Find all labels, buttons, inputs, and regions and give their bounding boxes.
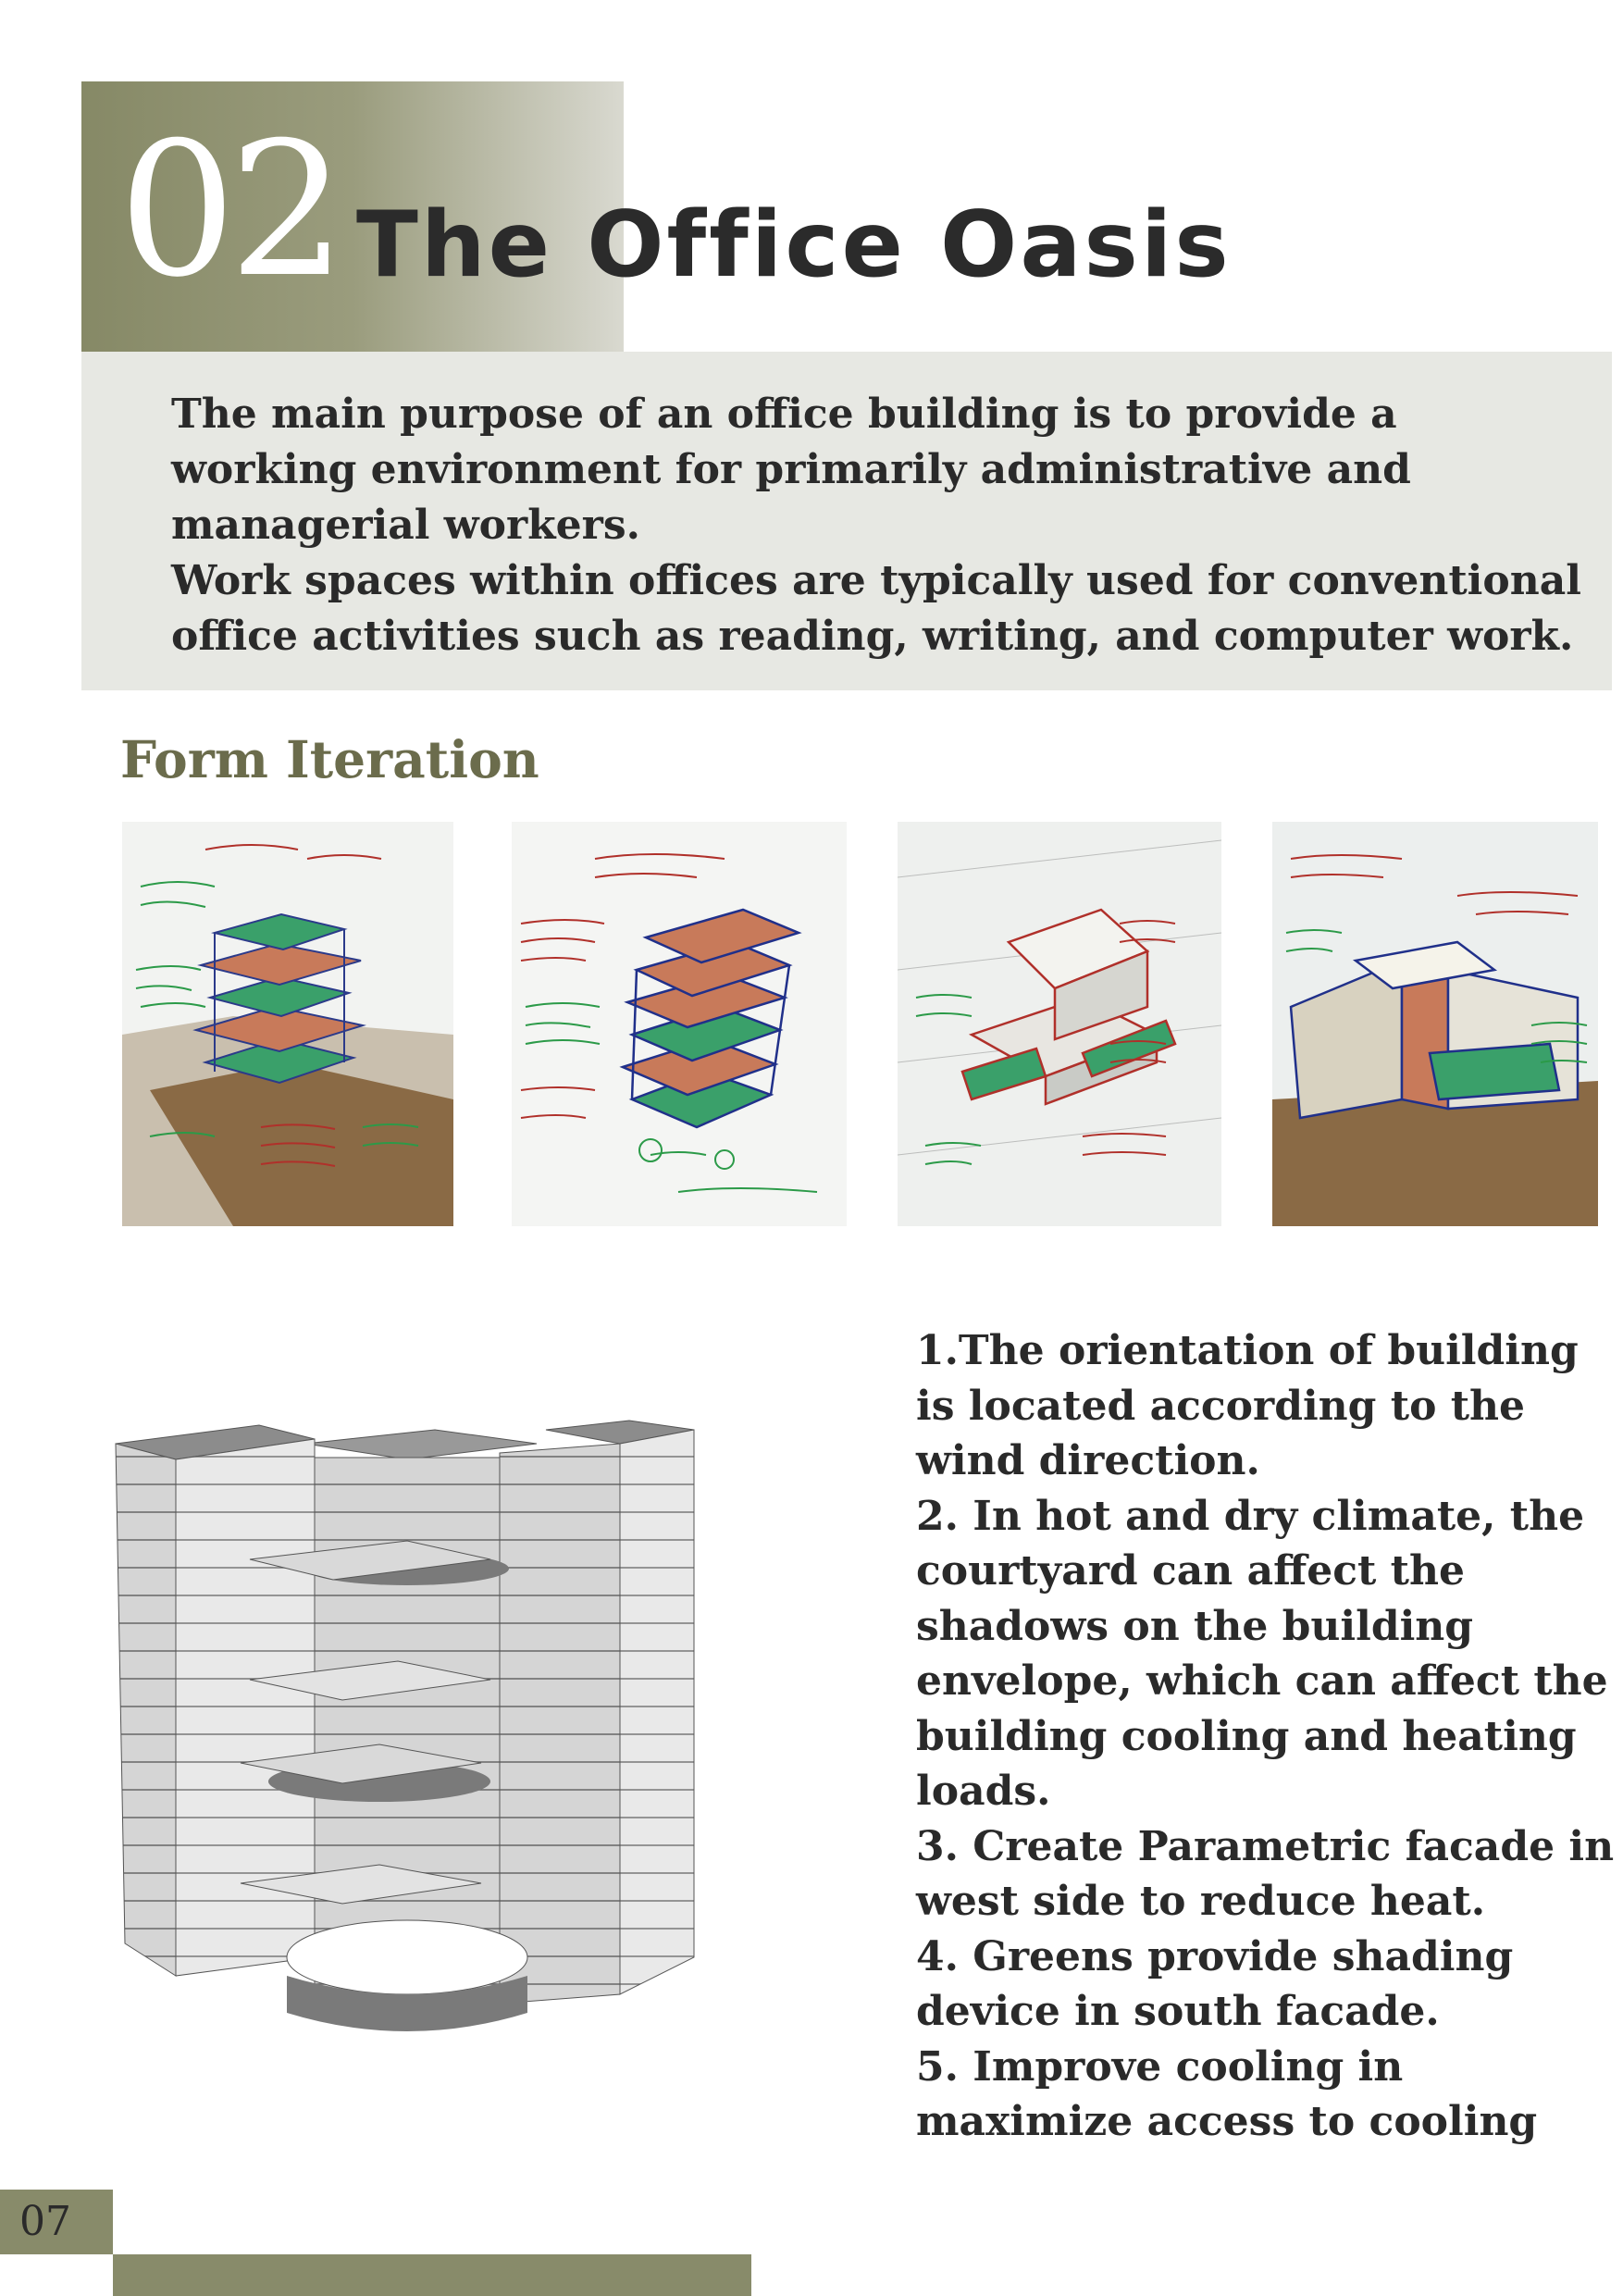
intro-line: office activities such as reading, writing, and computer work. xyxy=(171,613,1574,660)
sketch-photo-1 xyxy=(122,822,453,1226)
design-point-line: 1.The orientation of building xyxy=(916,1327,1579,1374)
design-point-line: west side to reduce heat. xyxy=(916,1878,1486,1925)
sketch-photo-3 xyxy=(898,822,1221,1226)
intro-line: working environment for primarily administrative and xyxy=(171,446,1411,493)
chapter-title: The Office Oasis xyxy=(356,192,1232,298)
chapter-number: 02 xyxy=(118,103,340,318)
design-point-line: 3. Create Parametric facade in xyxy=(916,1822,1615,1870)
intro-paragraph xyxy=(171,387,1596,664)
intro-line: Work spaces within offices are typically used for conventional xyxy=(171,557,1581,604)
massing-model-image xyxy=(102,1402,842,2105)
sketch-photo-4 xyxy=(1272,822,1598,1226)
design-point-line: is located according to the xyxy=(916,1382,1526,1430)
design-point-line: 4. Greens provide shading xyxy=(916,1932,1514,1980)
intro-line: The main purpose of an office building is to provide a xyxy=(171,391,1397,438)
design-point-line: 5. Improve cooling in xyxy=(916,2042,1404,2091)
intro-line: managerial workers. xyxy=(171,502,640,549)
sketch-photo-2 xyxy=(512,822,847,1226)
design-point-line: shadows on the building xyxy=(916,1602,1474,1650)
design-point-line: device in south facade. xyxy=(916,1988,1440,2035)
design-point-line: building cooling and heating xyxy=(916,1712,1577,1760)
design-point-line: envelope, which can affect the xyxy=(916,1657,1608,1705)
page-number: 07 xyxy=(19,2198,71,2245)
design-points-list xyxy=(916,1323,1615,2150)
design-point-line: courtyard can affect the xyxy=(916,1547,1465,1595)
footer-bar xyxy=(113,2254,751,2296)
form-iteration-heading: Form Iteration xyxy=(120,729,539,789)
design-point-line: 2. In hot and dry climate, the xyxy=(916,1492,1585,1540)
design-point-line: loads. xyxy=(916,1768,1051,1815)
design-point-line: maximize access to cooling xyxy=(916,2098,1538,2145)
design-point-line: wind direction. xyxy=(916,1437,1260,1484)
